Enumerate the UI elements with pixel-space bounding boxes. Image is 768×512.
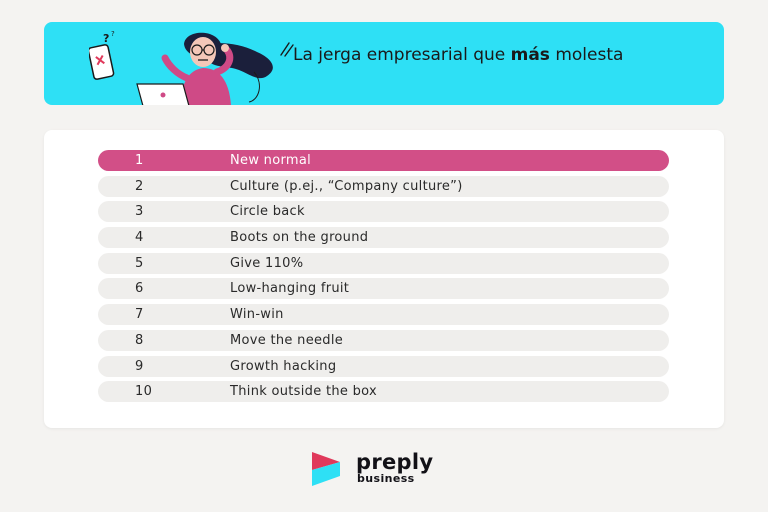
phone-icon: [89, 30, 115, 80]
list-item: [98, 150, 669, 171]
logo-subtitle: business: [357, 472, 415, 485]
logo-wordmark: preply: [356, 450, 434, 474]
phrase-label: Low-hanging fruit: [230, 281, 350, 297]
rank-number: 7: [135, 307, 144, 323]
list-item: [98, 176, 669, 197]
phrase-label: Think outside the box: [230, 384, 378, 400]
rank-number: 5: [135, 255, 144, 271]
title-bold: más: [510, 45, 550, 65]
rank-number: 2: [135, 178, 144, 194]
phrase-label: New normal: [230, 153, 312, 168]
phrase-label: Circle back: [230, 204, 305, 220]
phrase-label: Boots on the ground: [230, 230, 369, 246]
rank-number: 6: [135, 281, 144, 297]
ranking-card: [44, 130, 724, 428]
list-item: [98, 330, 669, 351]
svg-text:?: ?: [111, 30, 115, 38]
svg-text:?: ?: [103, 32, 110, 45]
phrase-label: Win-win: [230, 307, 284, 323]
header-banner: [44, 22, 724, 105]
preply-business-logo: [310, 450, 470, 490]
rank-number: 10: [135, 384, 153, 400]
phrase-label: Move the needle: [230, 332, 344, 348]
rank-number: 9: [135, 358, 144, 374]
page-title: [293, 46, 693, 65]
rank-number: 1: [135, 153, 144, 168]
frustrated-woman-illustration: [89, 22, 299, 105]
rank-number: 4: [135, 230, 144, 246]
phrase-label: Culture (p.ej., “Company culture”): [230, 178, 463, 194]
title-prefix: La jerga empresarial que: [293, 45, 511, 65]
rank-number: 8: [135, 332, 144, 348]
phrase-label: Growth hacking: [230, 358, 337, 374]
list-item: [98, 278, 669, 299]
list-item: [98, 227, 669, 248]
list-item: [98, 356, 669, 377]
list-item: [98, 253, 669, 274]
preply-logo-icon: [310, 450, 344, 488]
ranking-list: [98, 150, 669, 407]
title-suffix: molesta: [549, 45, 624, 65]
list-item: [98, 201, 669, 222]
phrase-label: Give 110%: [230, 255, 304, 271]
list-item: [98, 381, 669, 402]
list-item: [98, 304, 669, 325]
rank-number: 3: [135, 204, 144, 220]
